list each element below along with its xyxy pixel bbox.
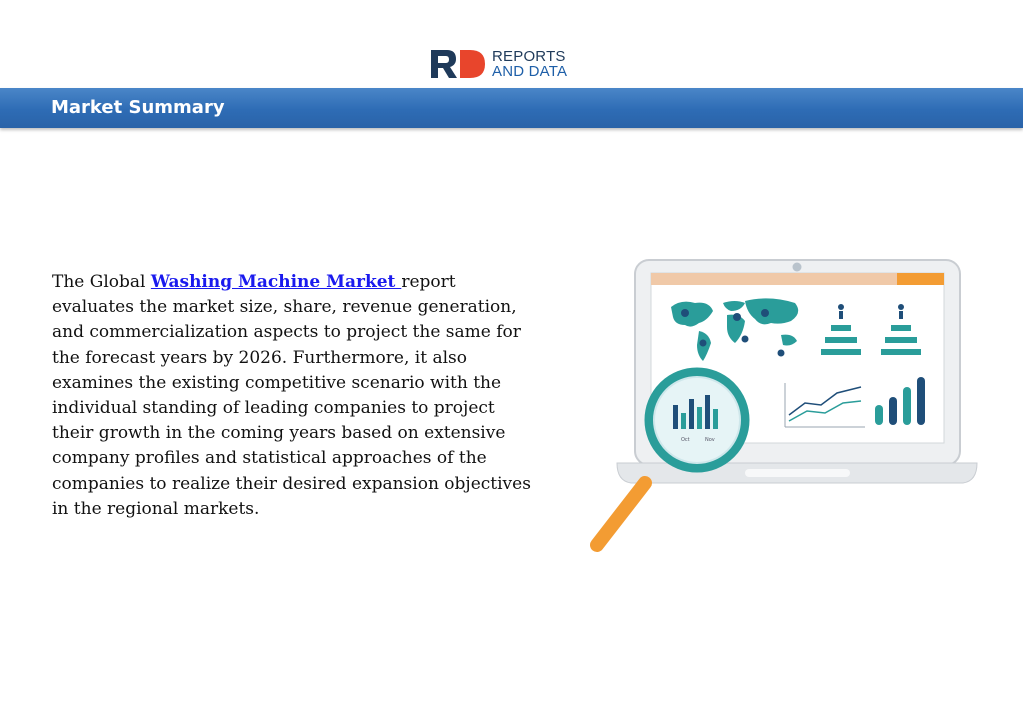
reports-and-data-logo[interactable] [430,48,567,80]
summary-prefix: The Global [52,272,151,292]
logo-line-reports: REPORTS [492,48,566,65]
chart-label-oct: Oct [681,437,690,443]
summary-paragraph [52,270,532,522]
chart-label-nov: Nov [705,437,715,443]
logo-line-and-data: AND DATA [492,63,568,80]
laptop-magnifier-icon [585,255,985,565]
washing-machine-market-link[interactable]: Washing Machine Market [150,272,402,292]
summary-suffix: report evaluates the market size, share, revenue generation, and commercialization aspects to project the same for the forecast years by 2026. Furthermore, it also examines the existing competitive scenario with the individual standing of leading companies to project their growth in the coming years based on extensive company profiles and statistical approaches of the companies to realize their desired expansion objectives in the regional markets. [52,272,531,519]
section-banner [0,88,1023,128]
logo-wordmark [492,49,567,79]
rd-logo-mark-icon [430,48,488,80]
laptop-analytics-illustration [585,255,985,570]
banner-title: Market Summary [51,97,225,118]
